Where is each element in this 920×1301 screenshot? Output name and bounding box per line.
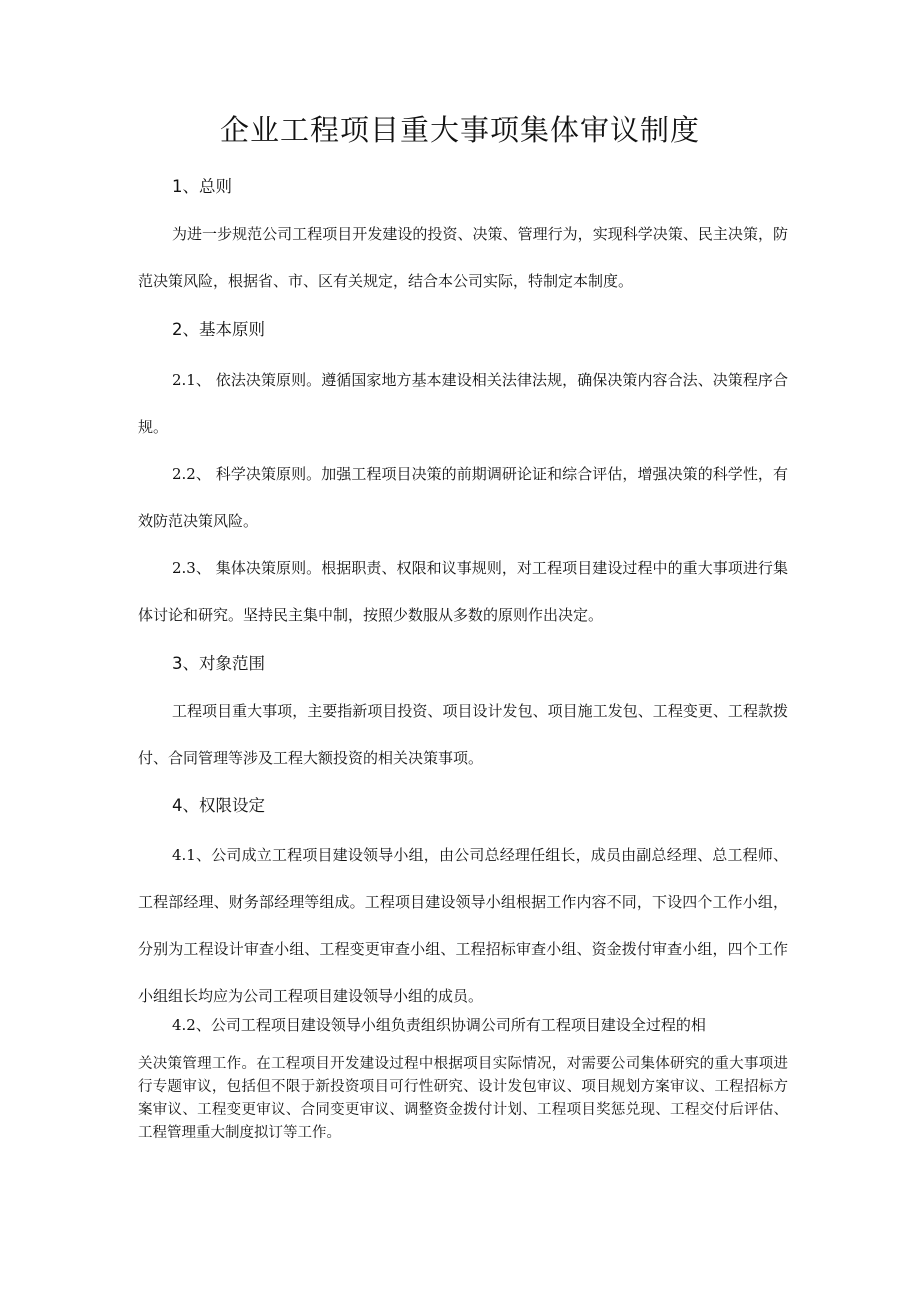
- paragraph-principle-2-1: 2.1、 依法决策原则。遵循国家地方基本建设相关法律法规，确保决策内容合法、决策程序合规。: [138, 371, 788, 436]
- paragraph-authority-4-2: 4.2、公司工程项目建设领导小组负责组织协调公司所有工程项目建设全过程的相: [172, 1016, 706, 1034]
- section-heading-principles: 2、基本原则: [172, 320, 265, 339]
- section-heading-scope: 3、对象范围: [172, 654, 265, 673]
- paragraph-general: 为进一步规范公司工程项目开发建设的投资、决策、管理行为，实现科学决策、民主决策，防范决策风险，根据省、市、区有关规定，结合本公司实际，特制定本制度。: [138, 225, 788, 290]
- document-title: 企业工程项目重大事项集体审议制度: [219, 113, 700, 147]
- paragraph-scope: 工程项目重大事项，主要指新项目投资、项目设计发包、项目施工发包、工程变更、工程款拨付、合同管理等涉及工程大额投资的相关决策事项。: [138, 702, 788, 767]
- paragraph-authority-4-1: 4.1、公司成立工程项目建设领导小组，由公司总经理任组长，成员由副总经理、总工程师、工程部经理、财务部经理等组成。工程项目建设领导小组根据工作内容不同，下设四个工作小组，分别为工程设计审查小组、工程变更审查小组、工程招标审查小组、资金拨付审查小组，四个工作小组组长均应为公司工程项目建设领导小组的成员。: [138, 846, 788, 1005]
- paragraph-authority-4-2-continued: 关决策管理工作。在工程项目开发建设过程中根据项目实际情况，对需要公司集体研究的重大事项进行专题审议，包括但不限于新投资项目可行性研究、设计发包审议、项目规划方案审议、工程招标方案审议、工程变更审议、合同变更审议、调整资金拨付计划、工程项目奖惩兑现、工程交付后评估、工程管理重大制度拟订等工作。: [138, 1056, 788, 1141]
- paragraph-principle-2-2: 2.2、 科学决策原则。加强工程项目决策的前期调研论证和综合评估，增强决策的科学性，有效防范决策风险。: [138, 465, 788, 530]
- section-heading-authority: 4、权限设定: [172, 796, 265, 815]
- paragraph-principle-2-3: 2.3、 集体决策原则。根据职责、权限和议事规则，对工程项目建设过程中的重大事项进行集体讨论和研究。坚持民主集中制，按照少数服从多数的原则作出决定。: [138, 559, 788, 624]
- section-heading-general: 1、总则: [172, 177, 232, 196]
